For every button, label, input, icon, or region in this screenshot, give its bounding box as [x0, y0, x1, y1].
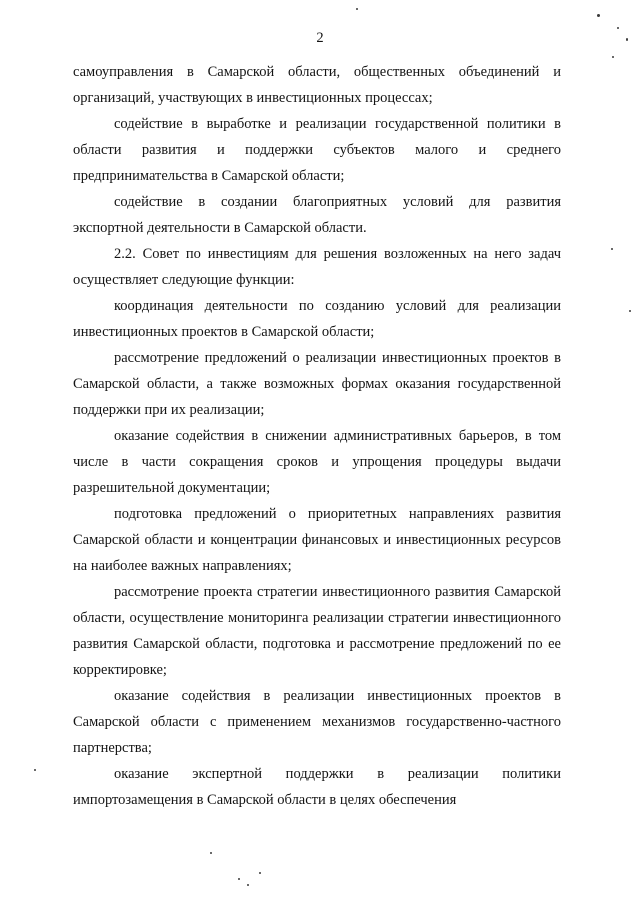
paragraph: оказание экспертной поддержки в реализации политики импортозамещения в Самарской области в целях обеспечения — [73, 766, 561, 808]
paragraph: оказание содействия в реализации инвестиционных проектов в Самарской области с применением механизмов государственно-частного партнерства; — [73, 688, 561, 756]
paragraph: содействие в создании благоприятных условий для развития экспортной деятельности в Самарской области. — [73, 194, 561, 236]
scan-speck — [597, 14, 600, 17]
paragraph: содействие в выработке и реализации государственной политики в области развития и поддержки субъектов малого и среднего предпринимательства в Самарской области; — [73, 116, 561, 184]
scan-speck — [34, 769, 36, 771]
paragraph: 2.2. Совет по инвестициям для решения возложенных на него задач осуществляет следующие функции: — [73, 246, 561, 288]
document-body — [73, 59, 561, 813]
scan-speck — [238, 878, 240, 880]
paragraph: рассмотрение предложений о реализации инвестиционных проектов в Самарской области, а также возможных формах оказания государственной поддержки при их реализации; — [73, 350, 561, 418]
scan-speck — [617, 27, 619, 29]
scan-speck — [356, 8, 358, 10]
scan-speck — [611, 248, 613, 250]
scan-speck — [612, 56, 614, 58]
paragraph: самоуправления в Самарской области, общественных объединений и организаций, участвующих в инвестиционных процессах; — [73, 64, 561, 106]
scan-speck — [259, 872, 261, 874]
scan-speck — [210, 852, 212, 854]
paragraph: оказание содействия в снижении административных барьеров, в том числе в части сокращения сроков и упрощения процедуры выдачи разрешительной документации; — [73, 428, 561, 496]
paragraph: координация деятельности по созданию условий для реализации инвестиционных проектов в Самарской области; — [73, 298, 561, 340]
scan-speck — [629, 310, 631, 312]
scan-speck — [626, 38, 628, 41]
paragraph: рассмотрение проекта стратегии инвестиционного развития Самарской области, осуществление мониторинга реализации стратегии инвестиционного развития Самарской области, подготовка и рассмотрение предложений по ее корректировке; — [73, 584, 561, 678]
paragraph: подготовка предложений о приоритетных направлениях развития Самарской области и концентрации финансовых и инвестиционных ресурсов на наиболее важных направлениях; — [73, 506, 561, 574]
page-number: 2 — [316, 30, 324, 46]
scan-speck — [247, 884, 249, 886]
